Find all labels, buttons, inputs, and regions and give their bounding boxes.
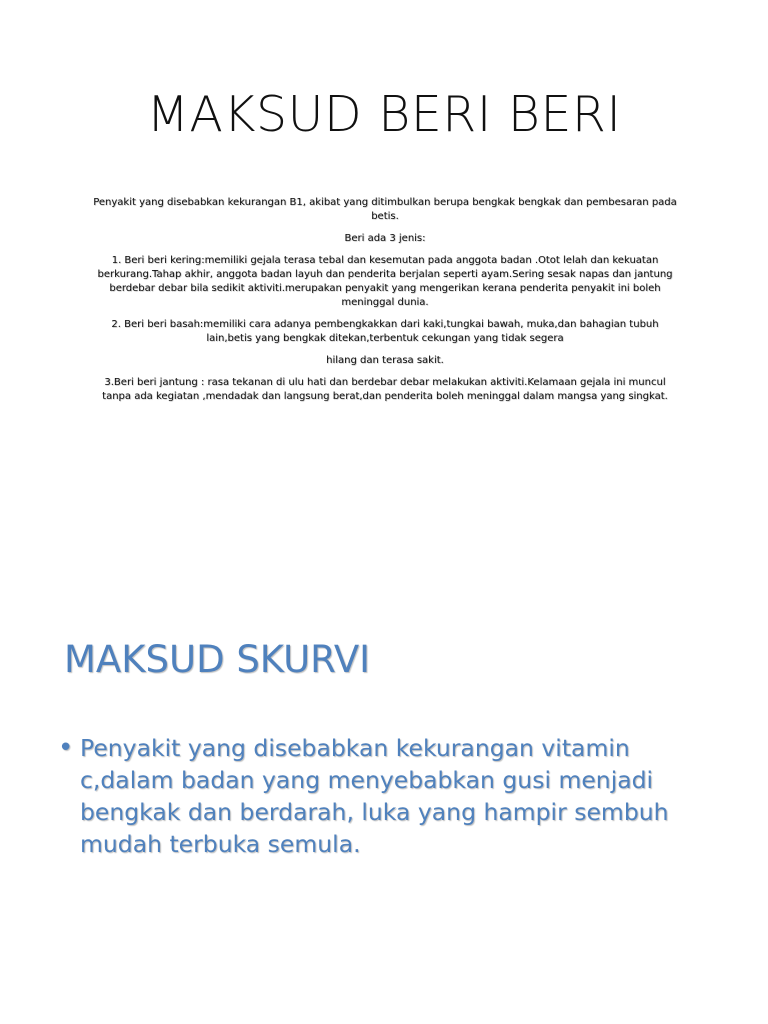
bullet-text: Penyakit yang disebabkan kekurangan vitamin c,dalam badan yang menyebabkan gusi menjadi bengkak dan berdarah, luka yang hampir sembuh mudah terbuka semula. <box>80 734 669 858</box>
type-dry-paragraph: 1. Beri beri kering:memiliki gejala terasa tebal dan kesemutan pada anggota badan .Otot lelah dan kekuatan berkurang.Tahap akhir, anggota badan layuh dan penderita berjalan seperti ayam.Sering sesak napas dan jantung berdebar debar bila sedikit aktiviti.merupakan penyakit yang mengerikan kerana penderita penyakit ini boleh meninggal dunia. <box>97 255 673 308</box>
type-wet-paragraph: 2. Beri beri basah:memiliki cara adanya pembengkakkan dari kaki,tungkai bawah, muka,dan bahagian tubuh lain,betis yang bengkak ditekan,terbentuk cekungan yang tidak segera <box>111 319 659 344</box>
slide-title: MAKSUD SKURVI <box>64 638 371 681</box>
intro-paragraph: Penyakit yang disebabkan kekurangan B1, akibat yang ditimbulkan berupa bengkak bengkak dan pembesaran pada betis. <box>93 197 677 222</box>
slide-title: MAKSUD BERI BERI <box>146 86 622 143</box>
slide-skurvi <box>0 576 768 1024</box>
slide-body <box>90 196 680 412</box>
bullet-item <box>58 732 698 860</box>
type-wet-continued: hilang dan terasa sakit. <box>326 355 444 366</box>
bullet-icon: • <box>58 733 74 763</box>
type-heart-paragraph: 3.Beri beri jantung : rasa tekanan di ulu hati dan berdebar debar melakukan aktiviti.Kelamaan gejala ini muncul tanpa ada kegiatan ,mendadak dan langsung berat,dan penderita boleh meninggal dalam mangsa yang singkat. <box>102 377 668 402</box>
types-heading: Beri ada 3 jenis: <box>344 233 426 244</box>
